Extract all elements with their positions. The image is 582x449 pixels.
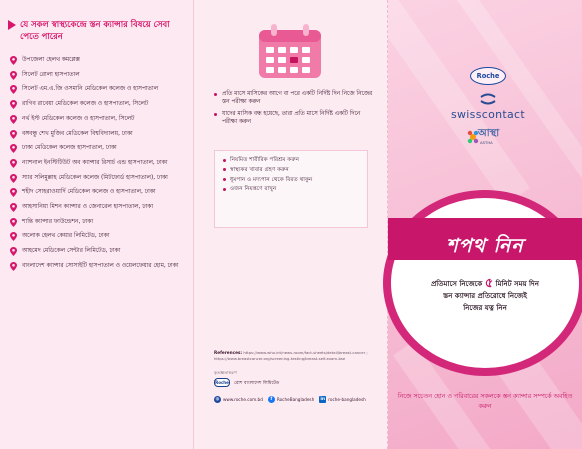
- location-pin-icon: [10, 100, 17, 109]
- facility-item: [10, 247, 188, 255]
- location-pin-icon: [10, 232, 17, 241]
- list-item: স্বাস্থ্যকর খাবার গ্রহণ করুন: [221, 166, 361, 174]
- roche-logo: Roche: [470, 67, 506, 85]
- facebook-label: RocheBangladesh: [276, 397, 315, 402]
- pledge-line-1b: মিনিট সময় দিন: [495, 280, 539, 288]
- references: [214, 350, 380, 361]
- facility-item: [10, 262, 188, 270]
- location-pin-icon: [10, 188, 17, 197]
- facility-name: বঙ্গবন্ধু শেখ মুজিব মেডিকেল বিশ্ববিদ্যালয়, ঢাকা: [22, 130, 133, 137]
- facility-item: [10, 130, 188, 138]
- list-item: নিয়মিত শারীরিক পরিশ্রম করুন: [221, 156, 361, 164]
- location-pin-icon: [10, 85, 17, 94]
- social-links: [214, 396, 366, 403]
- pledge-line-2: স্তন ক্যান্সার প্রতিরোধে নিজেই: [443, 292, 527, 300]
- pledge-title: শপথ নিন: [446, 235, 524, 257]
- facility-name: শান্তি ক্যান্সার ফাউন্ডেশন, ঢাকা: [22, 218, 94, 225]
- roche-name: রোশ বাংলাদেশ লিমিটেড: [234, 380, 280, 386]
- list-item: ধূমপান ও মদ্যপান থেকে বিরত থাকুন: [221, 176, 361, 184]
- linkedin-icon: in: [320, 397, 326, 402]
- list-item: প্রতি মাসে মাসিকের আগে বা পরে একটি নির্দিষ্ট দিন নিজে নিজের স্তন পরীক্ষা করুন: [214, 90, 376, 106]
- pledge-line-1a: প্রতিমাসে নিজেকে: [431, 280, 483, 288]
- courtesy-label: কৃতজ্ঞতাস্বরূপ: [214, 370, 237, 375]
- facility-name: উপজেলা হেলথ কমপ্লেক্স: [22, 57, 80, 63]
- facebook-icon: f: [268, 396, 275, 403]
- facilities-heading: [8, 18, 188, 42]
- location-pin-icon: [10, 174, 17, 183]
- website-label: www.roche.com.bd: [223, 397, 263, 402]
- facility-item: [10, 159, 188, 167]
- facility-name: নর্থ ইস্ট মেডিকেল কলেজ ও হাসপাতাল, সিলেট: [22, 115, 135, 122]
- facility-item: [10, 115, 188, 123]
- references-text: https://www.who.int/news-room/fact-sheets/detail/breast-cancer ; https://www.breastcancer.org/screening-testing/breast-self-exam-bse: [214, 350, 368, 361]
- facility-name: রাগিব রাবেয়া মেডিকেল কলেজ ও হাসপাতাল, সিলেট: [22, 101, 149, 108]
- facilities-heading-text: যে সকল স্বাস্থ্যকেন্দ্রে স্তন ক্যান্সার বিষয়ে সেবা পেতে পারেন: [20, 19, 170, 41]
- facility-item: [10, 232, 188, 240]
- middle-panel: [194, 0, 388, 449]
- facility-name: ঢাকা মেডিকেল কলেজ হাসপাতাল, ঢাকা: [22, 145, 117, 152]
- pledge-line-1: [400, 278, 570, 290]
- references-label: References:: [214, 350, 243, 355]
- facility-name: শহীদ সোহরাওয়ার্দি মেডিকেল কলেজ ও হাসপাতাল, ঢাকা: [22, 189, 156, 196]
- list-item: যাদের মাসিক বন্ধ হয়েছে, তারা প্রতি মাসে নির্দিষ্ট একটি দিনে পরীক্ষা করুন: [214, 110, 376, 126]
- lifestyle-tips-box: [214, 150, 368, 228]
- roche-sponsor: [214, 378, 279, 387]
- facility-item: [10, 71, 188, 79]
- location-pin-icon: [10, 144, 17, 153]
- linkedin-label: roche-bangladesh: [328, 397, 366, 402]
- location-pin-icon: [10, 247, 17, 256]
- facility-list: [10, 56, 188, 277]
- facility-name: অলোক হেলথ কেয়ার লিমিটেড, ঢাকা: [22, 233, 110, 240]
- facility-name: সিলেট রোলা হাসপাতাল: [22, 71, 80, 78]
- facility-item: [10, 174, 188, 182]
- location-pin-icon: [10, 115, 17, 124]
- swisscontact-logo: swisscontact: [450, 108, 525, 121]
- facility-name: সিলেট এম.এ.জি ওসমানি মেডিকেল কলেজ ও হাসপাতাল: [22, 86, 159, 93]
- facility-item: [10, 188, 188, 196]
- facility-name: বাংলাদেশ ক্যান্সার সোসাইটি হাসপাতাল ও ওয়েলফেয়ার হোম, ঢাকা: [22, 262, 179, 269]
- facility-name: স্যার সলিমুল্লাহ মেডিকেল কলেজ (মিটফোর্ড হাসপাতাল), ঢাকা: [22, 174, 168, 181]
- pledge-number: ৫: [484, 276, 494, 291]
- globe-icon: ◍: [215, 397, 220, 402]
- facility-name: আহমেদ মেডিকেল সেন্টার লিমিটেড, ঢাকা: [22, 248, 121, 255]
- self-exam-list: [214, 90, 376, 130]
- facility-item: [10, 85, 188, 93]
- astha-sub: ASTHA: [480, 140, 493, 145]
- decor-stripe: [388, 0, 530, 205]
- astha-logo: আস্থা: [478, 128, 500, 139]
- facility-item: [10, 203, 188, 211]
- facility-name: আহসানিয়া মিশন ক্যান্সার ও জেনারেল হাসপাতাল, ঢাকা: [22, 204, 154, 211]
- awareness-footer: নিজে সচেতন হোন ও পরিবারের সকলকে স্তন ক্যান্সার সম্পর্কে অবহিত করুন: [397, 393, 573, 410]
- location-pin-icon: [10, 218, 17, 227]
- list-item: ওজন নিয়ন্ত্রণে রাখুন: [221, 185, 361, 193]
- facility-item: [10, 100, 188, 108]
- location-pin-icon: [10, 56, 17, 65]
- location-pin-icon: [10, 203, 17, 212]
- roche-small-logo: Roche: [215, 380, 229, 385]
- location-pin-icon: [10, 71, 17, 80]
- location-pin-icon: [10, 159, 17, 168]
- pledge-line-3: নিজের যত্ন নিন: [463, 304, 507, 312]
- facility-item: [10, 144, 188, 152]
- heading-arrow-icon: [8, 20, 16, 30]
- facebook-link[interactable]: [268, 396, 314, 403]
- location-pin-icon: [10, 130, 17, 139]
- left-panel: [0, 0, 194, 449]
- location-pin-icon: [10, 262, 17, 271]
- linkedin-link[interactable]: [319, 396, 366, 403]
- website-link[interactable]: [214, 396, 263, 403]
- facility-name: ন্যাশনাল ইনস্টিটিউট অব ক্যান্সার রিসার্চ এন্ড হাসপাতাল, ঢাকা: [22, 159, 168, 166]
- swisscontact-icon: [478, 93, 498, 105]
- facility-item: [10, 218, 188, 226]
- pledge-message: [400, 278, 570, 314]
- calendar-icon: [257, 22, 323, 80]
- facility-item: [10, 56, 188, 64]
